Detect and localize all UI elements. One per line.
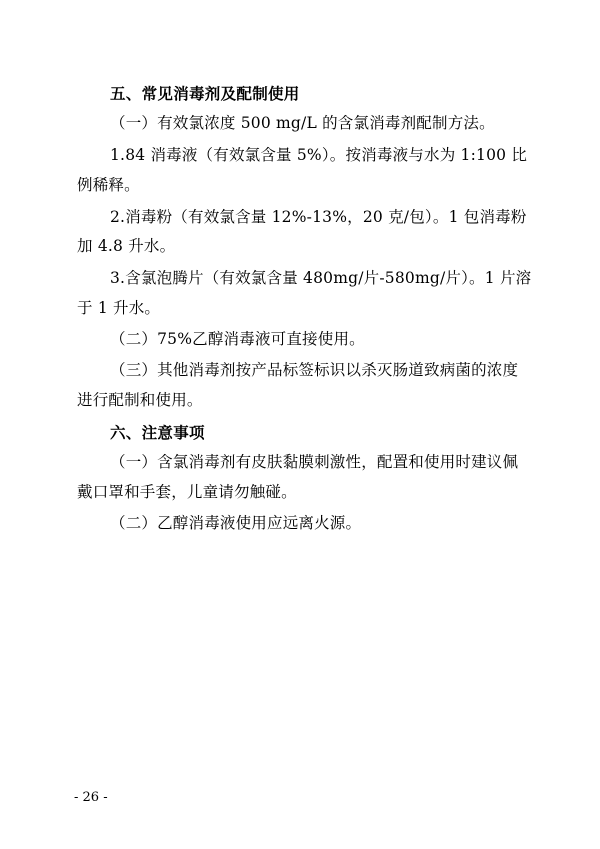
section-5-heading: 五、常见消毒剂及配制使用 (110, 85, 300, 103)
section-6-item-2: （二）乙醇消毒液使用应远离火源。 (110, 514, 362, 532)
section-5-item-1-title: （一）有效氯浓度 500 mg/L 的含氯消毒剂配制方法。 (110, 114, 495, 132)
section-5-item-2: （二）75%乙醇消毒液可直接使用。 (110, 330, 365, 348)
section-5-item-1-sub-2-line-1: 2.消毒粉（有效氯含量 12%-13%，20 克/包）。1 包消毒粉 (110, 208, 527, 226)
section-5-item-3-line-1: （三）其他消毒剂按产品标签标识以杀灭肠道致病菌的浓度 (110, 361, 519, 379)
section-5-item-1-sub-3-line-2: 于 1 升水。 (77, 299, 161, 317)
section-6-item-1-line-2: 戴口罩和手套，儿童请勿触碰。 (77, 483, 297, 501)
section-5-item-1-sub-1-line-1: 1.84 消毒液（有效氯含量 5%）。按消毒液与水为 1:100 比 (110, 146, 528, 164)
section-6-heading: 六、注意事项 (110, 424, 205, 442)
section-6-item-1-line-1: （一）含氯消毒剂有皮肤黏膜刺激性，配置和使用时建议佩 (110, 453, 519, 471)
section-5-item-1-sub-1-line-2: 例稀释。 (77, 176, 140, 194)
section-5-item-1-sub-3-line-1: 3.含氯泡腾片（有效氯含量 480mg/片-580mg/片）。1 片溶 (110, 269, 532, 287)
section-5-item-3-line-2: 进行配制和使用。 (77, 391, 203, 409)
section-5-item-1-sub-2-line-2: 加 4.8 升水。 (77, 237, 176, 255)
page-number: - 26 - (74, 790, 108, 805)
